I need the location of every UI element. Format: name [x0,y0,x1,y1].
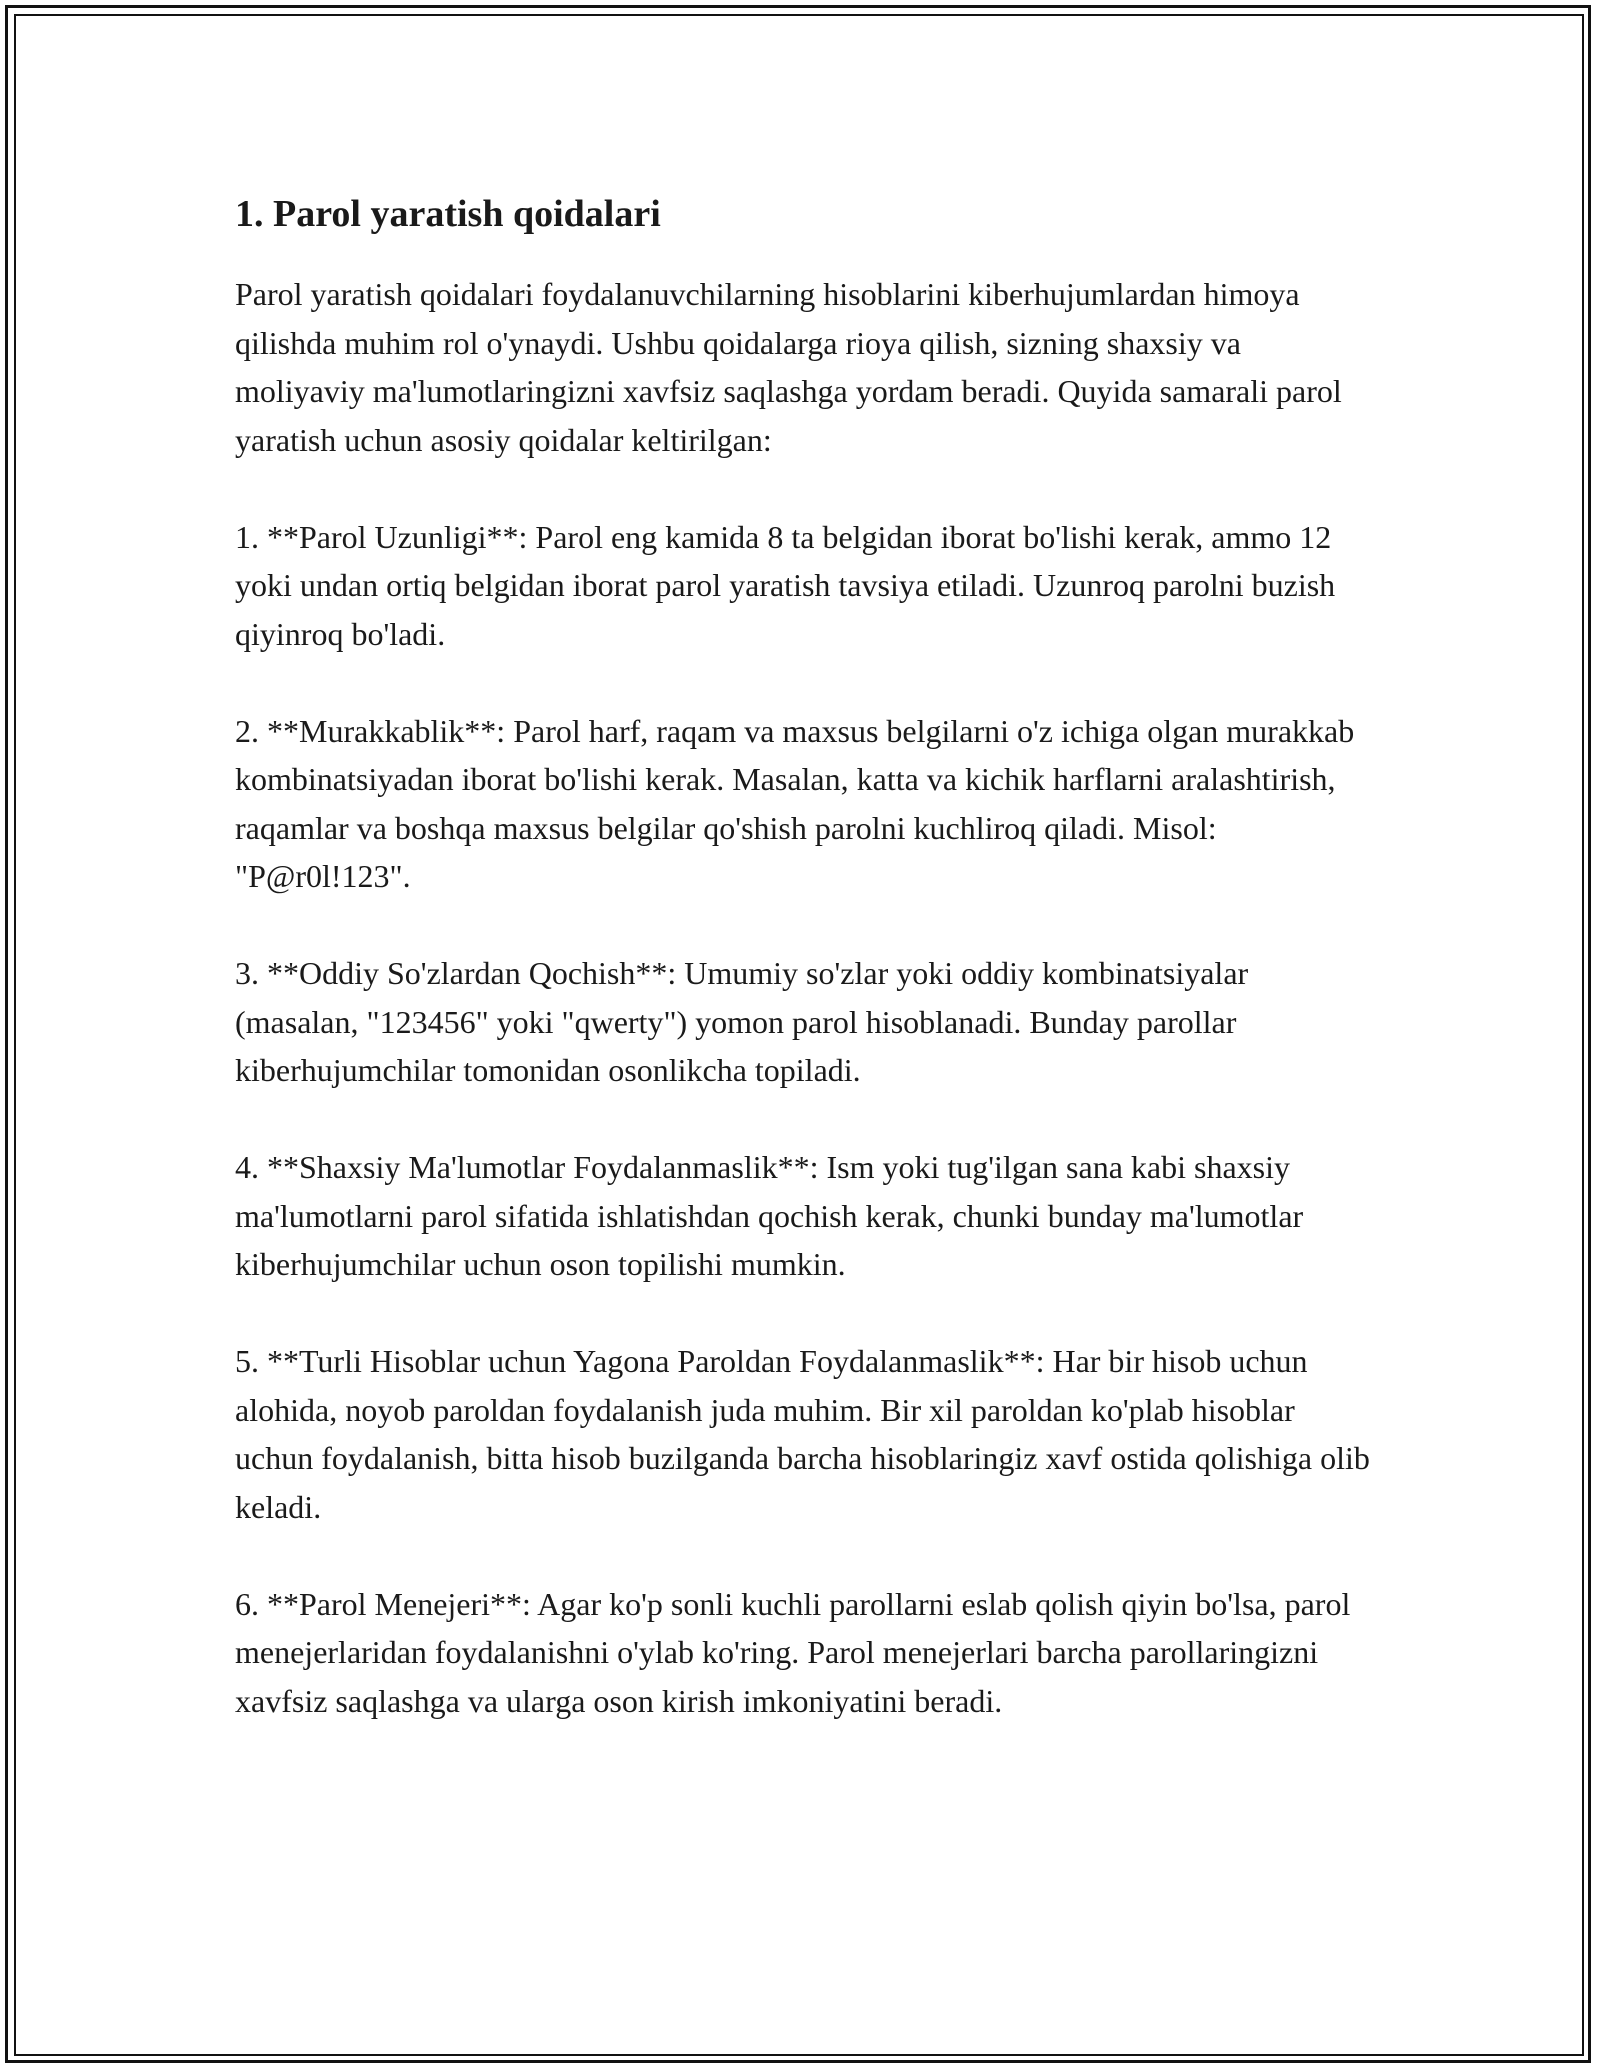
rule-password-manager: 6. **Parol Menejeri**: Agar ko'p sonli kuchli parollarni eslab qolish qiyin bo'lsa, parol menejerlaridan foydalanishni o'ylab ko'ring. Parol menejerlari barcha parollaringizni xavfsiz saqlashga va ularga oson kirish imkoniyatini beradi. [235,1585,1351,1719]
document-title: 1. Parol yaratish qoidalari [235,193,661,235]
rule-complexity: 2. **Murakkablik**: Parol harf, raqam va maxsus belgilarni o'z ichiga olgan murakkab kombinatsiyadan iborat bo'lishi kerak. Masalan, katta va kichik harflarni aralashtirish, raqamlar va boshqa maxsus belgilar qo'shish parolni kuchliroq qiladi. Misol: "P@r0l!123". [235,712,1355,894]
rule-avoid-common-words: 3. **Oddiy So'zlardan Qochish**: Umumiy so'zlar yoki oddiy kombinatsiyalar (masalan, "123456" yoki "qwerty") yomon parol hisoblanadi. Bunday parollar kiberhujumchilar tomonidan osonlikcha topiladi. [235,955,1249,1088]
rule-no-personal-info: 4. **Shaxsiy Ma'lumotlar Foydalanmaslik**: Ism yoki tug'ilgan sana kabi shaxsiy ma'lumotlarni parol sifatida ishlatishdan qochish kerak, chunki bunday ma'lumotlar kiberhujumchilar uchun oson topilishi mumkin. [235,1149,1304,1282]
rule-password-length: 1. **Parol Uzunligi**: Parol eng kamida 8 ta belgidan iborat bo'lishi kerak, ammo 12 yoki undan ortiq belgidan iborat parol yaratish tavsiya etiladi. Uzunroq parolni buzish qiyinroq bo'ladi. [235,518,1336,652]
rule-unique-passwords: 5. **Turli Hisoblar uchun Yagona Paroldan Foydalanmaslik**: Har bir hisob uchun alohida, noyob paroldan foydalanish juda muhim. Bir xil paroldan ko'plab hisoblar uchun foydalanish, bitta hisob buzilganda barcha hisoblaringiz xavf ostida qolishiga olib keladi. [235,1343,1370,1525]
intro-paragraph: Parol yaratish qoidalari foydalanuvchilarning hisoblarini kiberhujumlardan himoya qilishda muhim rol o'ynaydi. Ushbu qoidalarga rioya qilish, sizning shaxsiy va moliyaviy ma'lumotlaringizni xavfsiz saqlashga yordam beradi. Quyida samarali parol yaratish uchun asosiy qoidalar keltirilgan: [235,276,1342,458]
document-body [235,188,1375,1774]
